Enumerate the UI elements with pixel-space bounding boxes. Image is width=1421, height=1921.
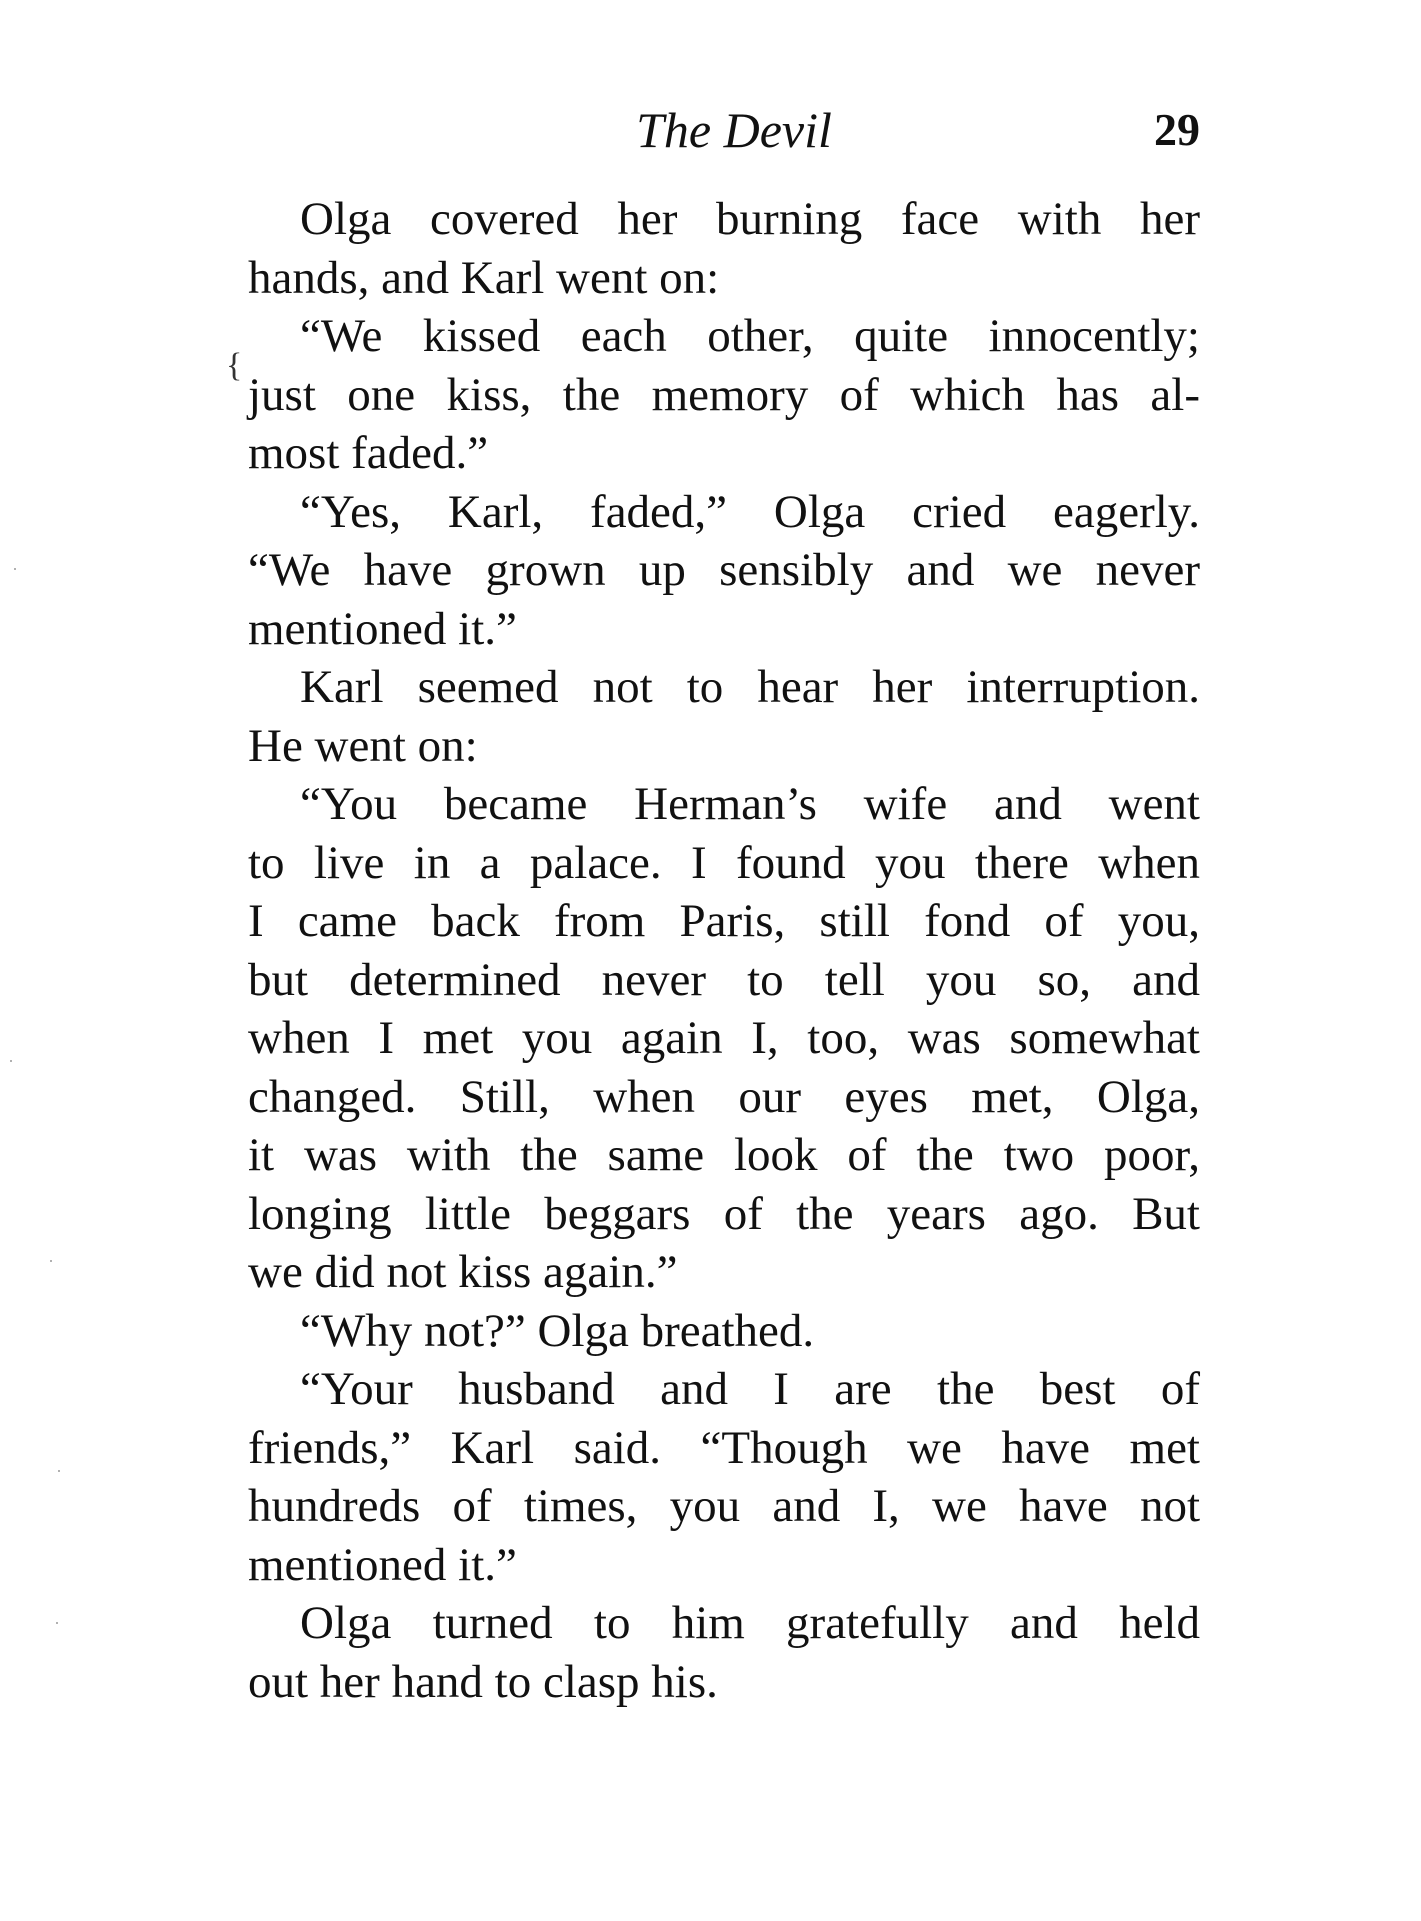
text-line: “Yes, Karl, faded,” Olga cried eagerly. bbox=[300, 485, 1200, 538]
page-number: 29 bbox=[1154, 104, 1200, 155]
margin-bracket-mark: { bbox=[226, 347, 243, 384]
text-line: “Your husband and I are the best of bbox=[300, 1363, 1200, 1415]
text-line: most faded.” bbox=[248, 427, 489, 479]
scan-speck bbox=[50, 1260, 52, 1262]
text-line: Olga turned to him gratefully and held bbox=[300, 1597, 1200, 1649]
text-line: friends,” Karl said. “Though we have met bbox=[248, 1421, 1200, 1474]
scan-speck bbox=[10, 1060, 12, 1062]
text-line: I came back from Paris, still fond of you, bbox=[248, 895, 1200, 947]
body-text bbox=[248, 190, 1200, 1711]
text-line: Olga covered her burning face with her bbox=[300, 193, 1200, 245]
text-line: mentioned it.” bbox=[248, 602, 517, 655]
text-line: mentioned it.” bbox=[248, 1538, 517, 1591]
text-line: to live in a palace. I found you there when bbox=[248, 836, 1200, 889]
text-line: “We kissed each other, quite innocently; bbox=[300, 310, 1200, 362]
text-line: we did not kiss again.” bbox=[248, 1246, 678, 1298]
scan-speck bbox=[14, 568, 16, 570]
text-line: He went on: bbox=[248, 719, 478, 772]
text-line: hundreds of times, you and I, we have not bbox=[248, 1480, 1200, 1532]
text-line: Karl seemed not to hear her interruption. bbox=[300, 661, 1200, 713]
text-line: but determined never to tell you so, and bbox=[248, 953, 1200, 1006]
text-line: when I met you again I, too, was somewhat bbox=[248, 1012, 1200, 1064]
scan-speck bbox=[56, 1622, 58, 1624]
text-line: just one kiss, the memory of which has al- bbox=[248, 368, 1200, 421]
text-line: hands, and Karl went on: bbox=[248, 251, 720, 304]
text-line: “Why not?” Olga breathed. bbox=[300, 1304, 815, 1357]
running-title: The Devil bbox=[636, 102, 832, 158]
text-line: “You became Herman’s wife and went bbox=[300, 778, 1200, 830]
text-line: longing little beggars of the years ago. But bbox=[248, 1187, 1200, 1240]
scan-speck bbox=[58, 1470, 60, 1472]
text-line: it was with the same look of the two poor, bbox=[248, 1129, 1200, 1181]
text-line: changed. Still, when our eyes met, Olga, bbox=[248, 1070, 1200, 1123]
running-head bbox=[248, 100, 1200, 160]
text-line: “We have grown up sensibly and we never bbox=[248, 544, 1200, 596]
text-line: out her hand to clasp his. bbox=[248, 1655, 718, 1708]
